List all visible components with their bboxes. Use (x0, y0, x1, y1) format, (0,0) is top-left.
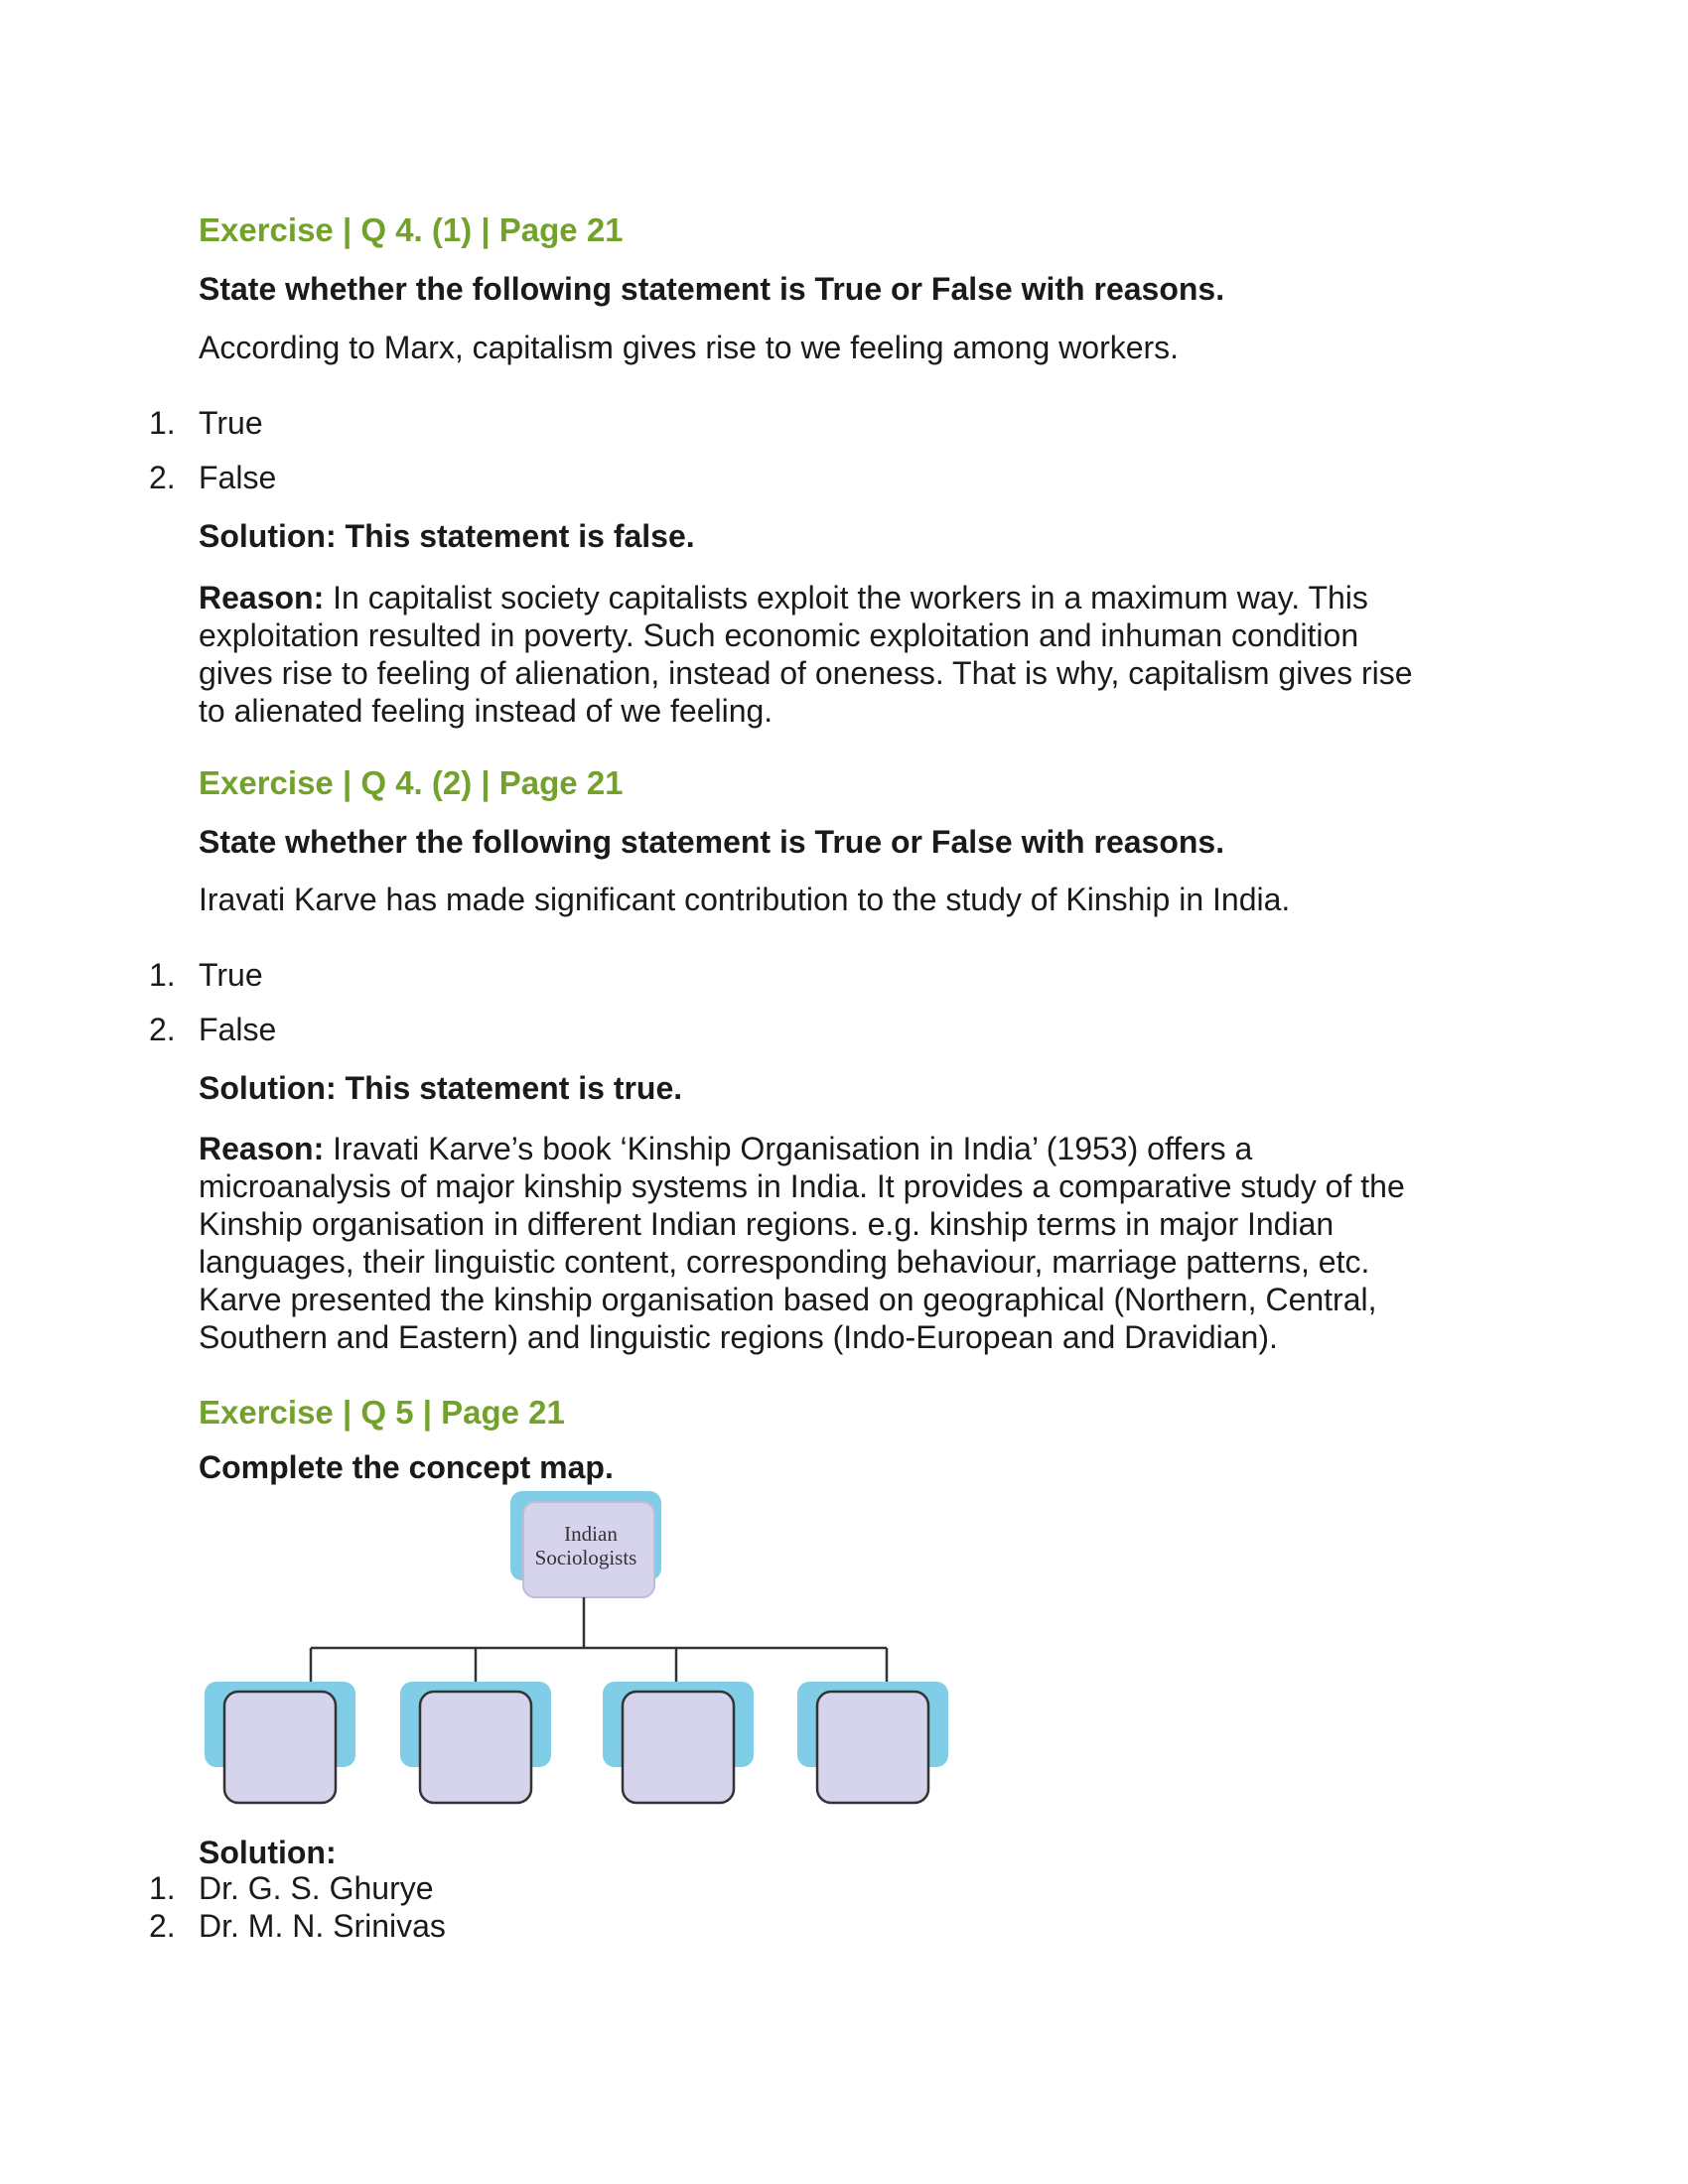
reason-line: gives rise to feeling of alienation, instead of oneness. That is why, capitalism gives rise (199, 655, 1413, 691)
option-text: False (199, 1012, 277, 1047)
question-instruction-q5: Complete the concept map. (199, 1449, 614, 1485)
answer-text: Dr. G. S. Ghurye (199, 1870, 434, 1906)
concept-map-child-node-3 (603, 1682, 754, 1803)
reason-line: In capitalist society capitalists exploit the workers in a maximum way. This (324, 580, 1368, 615)
root-node-label-line1: Indian (564, 1522, 618, 1546)
concept-map-connectors (311, 1597, 887, 1682)
reason-line: Kinship organisation in different Indian regions. e.g. kinship terms in major Indian (199, 1206, 1335, 1242)
answer-number: 2. (149, 1908, 176, 1944)
exercise-heading-q5: Exercise | Q 5 | Page 21 (199, 1394, 565, 1431)
reason-line: exploitation resulted in poverty. Such economic exploitation and inhuman condition (199, 617, 1359, 653)
reason-line: languages, their linguistic content, corresponding behaviour, marriage patterns, etc. (199, 1244, 1370, 1280)
question-instruction-q4-2: State whether the following statement is True or False with reasons. (199, 824, 1225, 860)
solution-q4-2: Solution: This statement is true. (199, 1070, 683, 1106)
option-text: False (199, 460, 277, 495)
answer-text: Dr. M. N. Srinivas (199, 1908, 446, 1944)
question-statement-q4-2: Iravati Karve has made significant contribution to the study of Kinship in India. (199, 882, 1291, 917)
root-node-label-line2: Sociologists (534, 1546, 637, 1570)
reason-label: Reason: (199, 580, 325, 615)
exercise-heading-q4-1: Exercise | Q 4. (1) | Page 21 (199, 211, 624, 248)
answer-number: 1. (149, 1870, 176, 1906)
option-text: True (199, 957, 263, 993)
concept-map-child-node-4 (797, 1682, 948, 1803)
solution-q4-1: Solution: This statement is false. (199, 518, 695, 554)
option-number: 1. (149, 405, 176, 441)
concept-map-root-node (510, 1491, 661, 1597)
question-instruction-q4-1: State whether the following statement is True or False with reasons. (199, 271, 1225, 307)
reason-line: Karve presented the kinship organisation based on geographical (Northern, Central, (199, 1282, 1377, 1317)
concept-map-child-node-1 (205, 1682, 355, 1803)
question-statement-q4-1: According to Marx, capitalism gives rise to we feeling among workers. (199, 330, 1180, 365)
reason-label: Reason: (199, 1131, 325, 1166)
option-text: True (199, 405, 263, 441)
reason-line: Southern and Eastern) and linguistic regions (Indo-European and Dravidian). (199, 1319, 1278, 1355)
reason-line: Iravati Karve’s book ‘Kinship Organisation in India’ (1953) offers a (324, 1131, 1253, 1166)
option-number: 2. (149, 1012, 176, 1047)
concept-map-child-node-2 (400, 1682, 551, 1803)
option-number: 2. (149, 460, 176, 495)
exercise-heading-q4-2: Exercise | Q 4. (2) | Page 21 (199, 764, 624, 801)
solution-q5: Solution: (199, 1835, 337, 1870)
option-number: 1. (149, 957, 176, 993)
reason-line: microanalysis of major kinship systems in India. It provides a comparative study of the (199, 1168, 1405, 1204)
reason-line: to alienated feeling instead of we feeling. (199, 693, 774, 729)
